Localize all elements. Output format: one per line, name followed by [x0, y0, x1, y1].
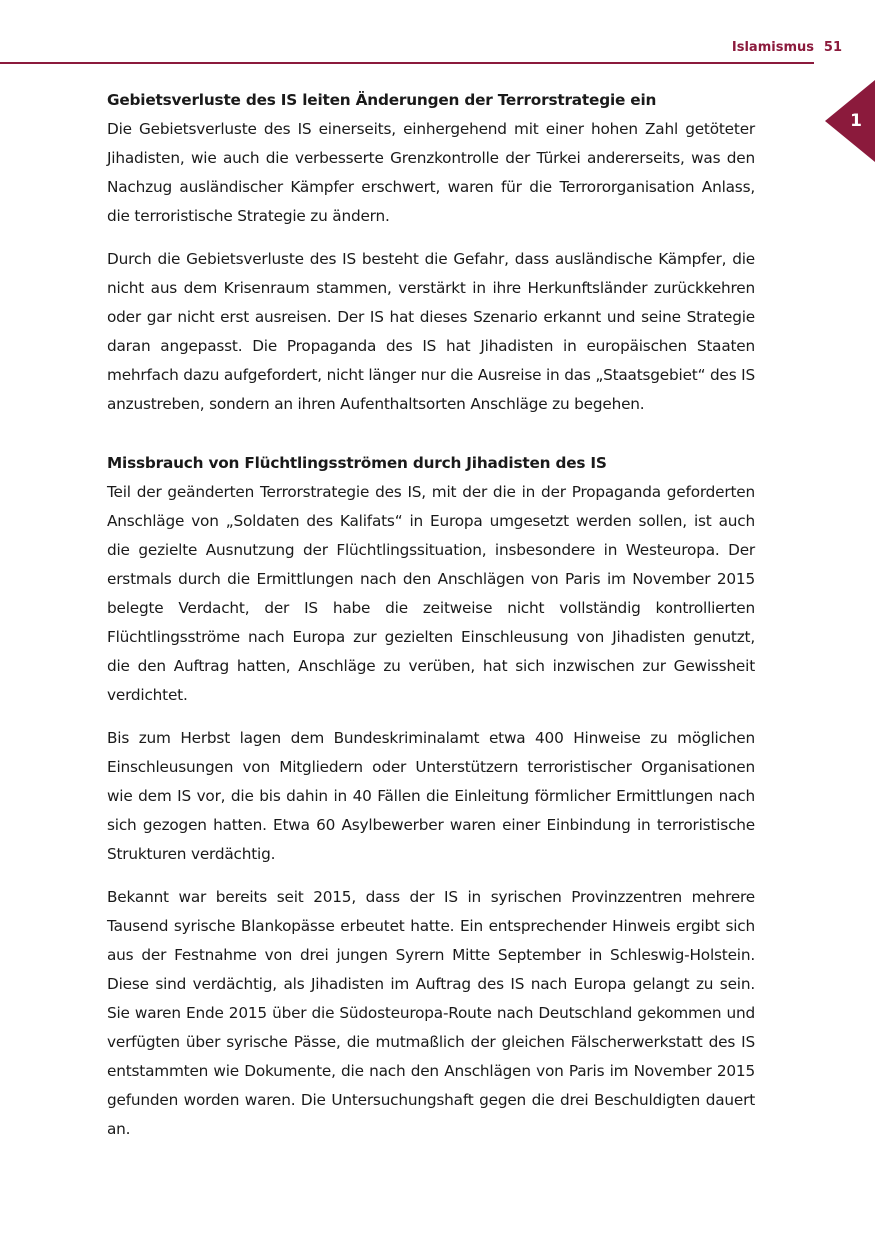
paragraph: Bekannt war bereits seit 2015, dass der IS in syrischen Provinzzentren mehrere Tausend syrische Blankopässe erbeutet hatte. Ein entsprechender Hinweis ergibt sich aus der Festnahme von drei jungen Syrern Mitte September in Schleswig-Holstein. Diese sind verdächtig, als Jihadisten im Auftrag des IS nach Europa gelangt zu sein. Sie waren Ende 2015 über die Südosteuropa-Route nach Deutschland gekommen und verfügten über syrische Pässe, die mutmaßlich der gleichen Fälscherwerkstatt des IS entstammten wie Dokumente, die nach den Anschlägen von Paris im November 2015 gefunden worden waren. Die Untersuchungshaft gegen die drei Beschuldigten dauert an. — [107, 888, 755, 1138]
chapter-number: 1 — [850, 111, 862, 131]
page-number: 51 — [823, 40, 842, 55]
section-2 — [107, 449, 755, 1144]
page-header — [0, 0, 875, 64]
header-rule — [0, 62, 814, 64]
paragraph: Teil der geänderten Terrorstrategie des IS, mit der die in der Propaganda geforderten Anschläge von „Soldaten des Kalifats“ in Europa umgesetzt werden sollen, ist auch die gezielte Ausnutzung der Flüchtlingssituation, insbesondere in Westeuropa. Der erstmals durch die Ermittlungen nach den Anschlägen von Paris im November 2015 belegte Verdacht, der IS habe die zeitweise nicht vollständig kontrollierten Flüchtlingsströme nach Europa zur gezielten Einschleusung von Jihadisten genutzt, die den Auftrag hatten, Anschläge zu verüben, hat sich inzwischen zur Gewissheit verdichtet. — [107, 483, 755, 704]
paragraph: Die Gebietsverluste des IS einerseits, einhergehend mit einer hohen Zahl getöteter Jihadisten, wie auch die verbesserte Grenzkontrolle der Türkei andererseits, was den Nachzug ausländischer Kämpfer erschwert, waren für die Terrororganisation Anlass, die terroristische Strategie zu ändern. — [107, 120, 755, 225]
section-heading: Missbrauch von Flüchtlingsströmen durch Jihadisten des IS — [107, 454, 607, 472]
section-heading: Gebietsverluste des IS leiten Änderungen der Terrorstrategie ein — [107, 91, 657, 109]
section-1 — [107, 86, 755, 419]
paragraph: Durch die Gebietsverluste des IS besteht die Gefahr, dass ausländische Kämpfer, die nicht aus dem Krisenraum stammen, verstärkt in ihre Herkunftsländer zurückkehren oder gar nicht erst ausreisen. Der IS hat dieses Szenario erkannt und seine Strategie daran angepasst. Die Propaganda des IS hat Jihadisten in europäischen Staaten mehrfach dazu aufgefordert, nicht länger nur die Ausreise in das „Staatsgebiet“ des IS anzustreben, sondern an ihren Aufenthaltsorten Anschläge zu begehen. — [107, 250, 755, 413]
main-content — [107, 86, 755, 1158]
paragraph: Bis zum Herbst lagen dem Bundeskriminalamt etwa 400 Hinweise zu möglichen Einschleusungen von Mitgliedern oder Unterstützern terroristischer Organisationen wie dem IS vor, die bis dahin in 40 Fällen die Einleitung förmlicher Ermittlungen nach sich gezogen hatten. Etwa 60 Asylbewerber waren einer Einbindung in terroristische Strukturen verdächtig. — [107, 729, 755, 863]
running-header-title: Islamismus — [731, 40, 814, 55]
